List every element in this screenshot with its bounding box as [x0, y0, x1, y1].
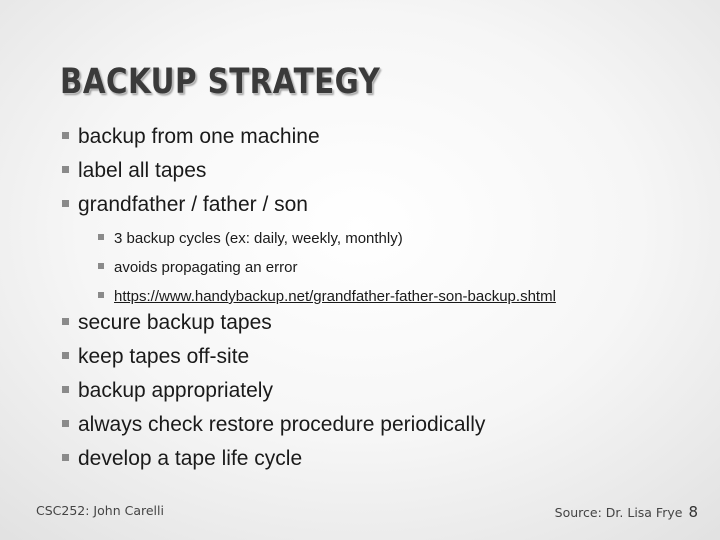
bullet-text: grandfather / father / son: [78, 193, 308, 216]
footer-course: CSC252: John Carelli: [36, 503, 164, 518]
square-bullet-icon: [62, 132, 69, 139]
square-bullet-icon: [98, 292, 104, 298]
sub-bullet-list: [98, 224, 556, 311]
bullet-text: backup from one machine: [78, 125, 320, 148]
bullet-item: [62, 408, 485, 442]
square-bullet-icon: [98, 234, 104, 240]
bullet-text: always check restore procedure periodically: [78, 413, 486, 436]
bullet-item: [62, 374, 485, 408]
bullet-text: backup appropriately: [78, 379, 273, 402]
sub-bullet-text: 3 backup cycles (ex: daily, weekly, monthly): [114, 230, 403, 247]
footer-source: [555, 503, 698, 521]
square-bullet-icon: [98, 263, 104, 269]
bullet-item: [62, 442, 485, 476]
bullet-item: [62, 120, 320, 154]
bullet-list-top: [62, 120, 320, 222]
sub-bullet-item: [98, 224, 556, 253]
sub-bullet-text: avoids propagating an error: [114, 259, 298, 276]
square-bullet-icon: [62, 200, 69, 207]
sub-bullet-item: [98, 253, 556, 282]
slide-title: BACKUP STRATEGY: [60, 62, 381, 102]
page-number: 8: [688, 503, 698, 521]
square-bullet-icon: [62, 352, 69, 359]
bullet-item: [62, 306, 485, 340]
square-bullet-icon: [62, 454, 69, 461]
bullet-list-bottom: [62, 306, 485, 476]
bullet-item: [62, 154, 320, 188]
bullet-item: [62, 340, 485, 374]
square-bullet-icon: [62, 420, 69, 427]
square-bullet-icon: [62, 166, 69, 173]
footer-source-text: Source: Dr. Lisa Frye: [554, 505, 683, 520]
square-bullet-icon: [62, 386, 69, 393]
bullet-text: keep tapes off-site: [78, 345, 250, 368]
reference-link[interactable]: https://www.handybackup.net/grandfather-father-son-backup.shtml: [114, 288, 556, 305]
bullet-text: secure backup tapes: [78, 311, 272, 334]
square-bullet-icon: [62, 318, 69, 325]
bullet-text: develop a tape life cycle: [78, 447, 303, 470]
bullet-item: [62, 188, 320, 222]
bullet-text: label all tapes: [78, 159, 207, 182]
